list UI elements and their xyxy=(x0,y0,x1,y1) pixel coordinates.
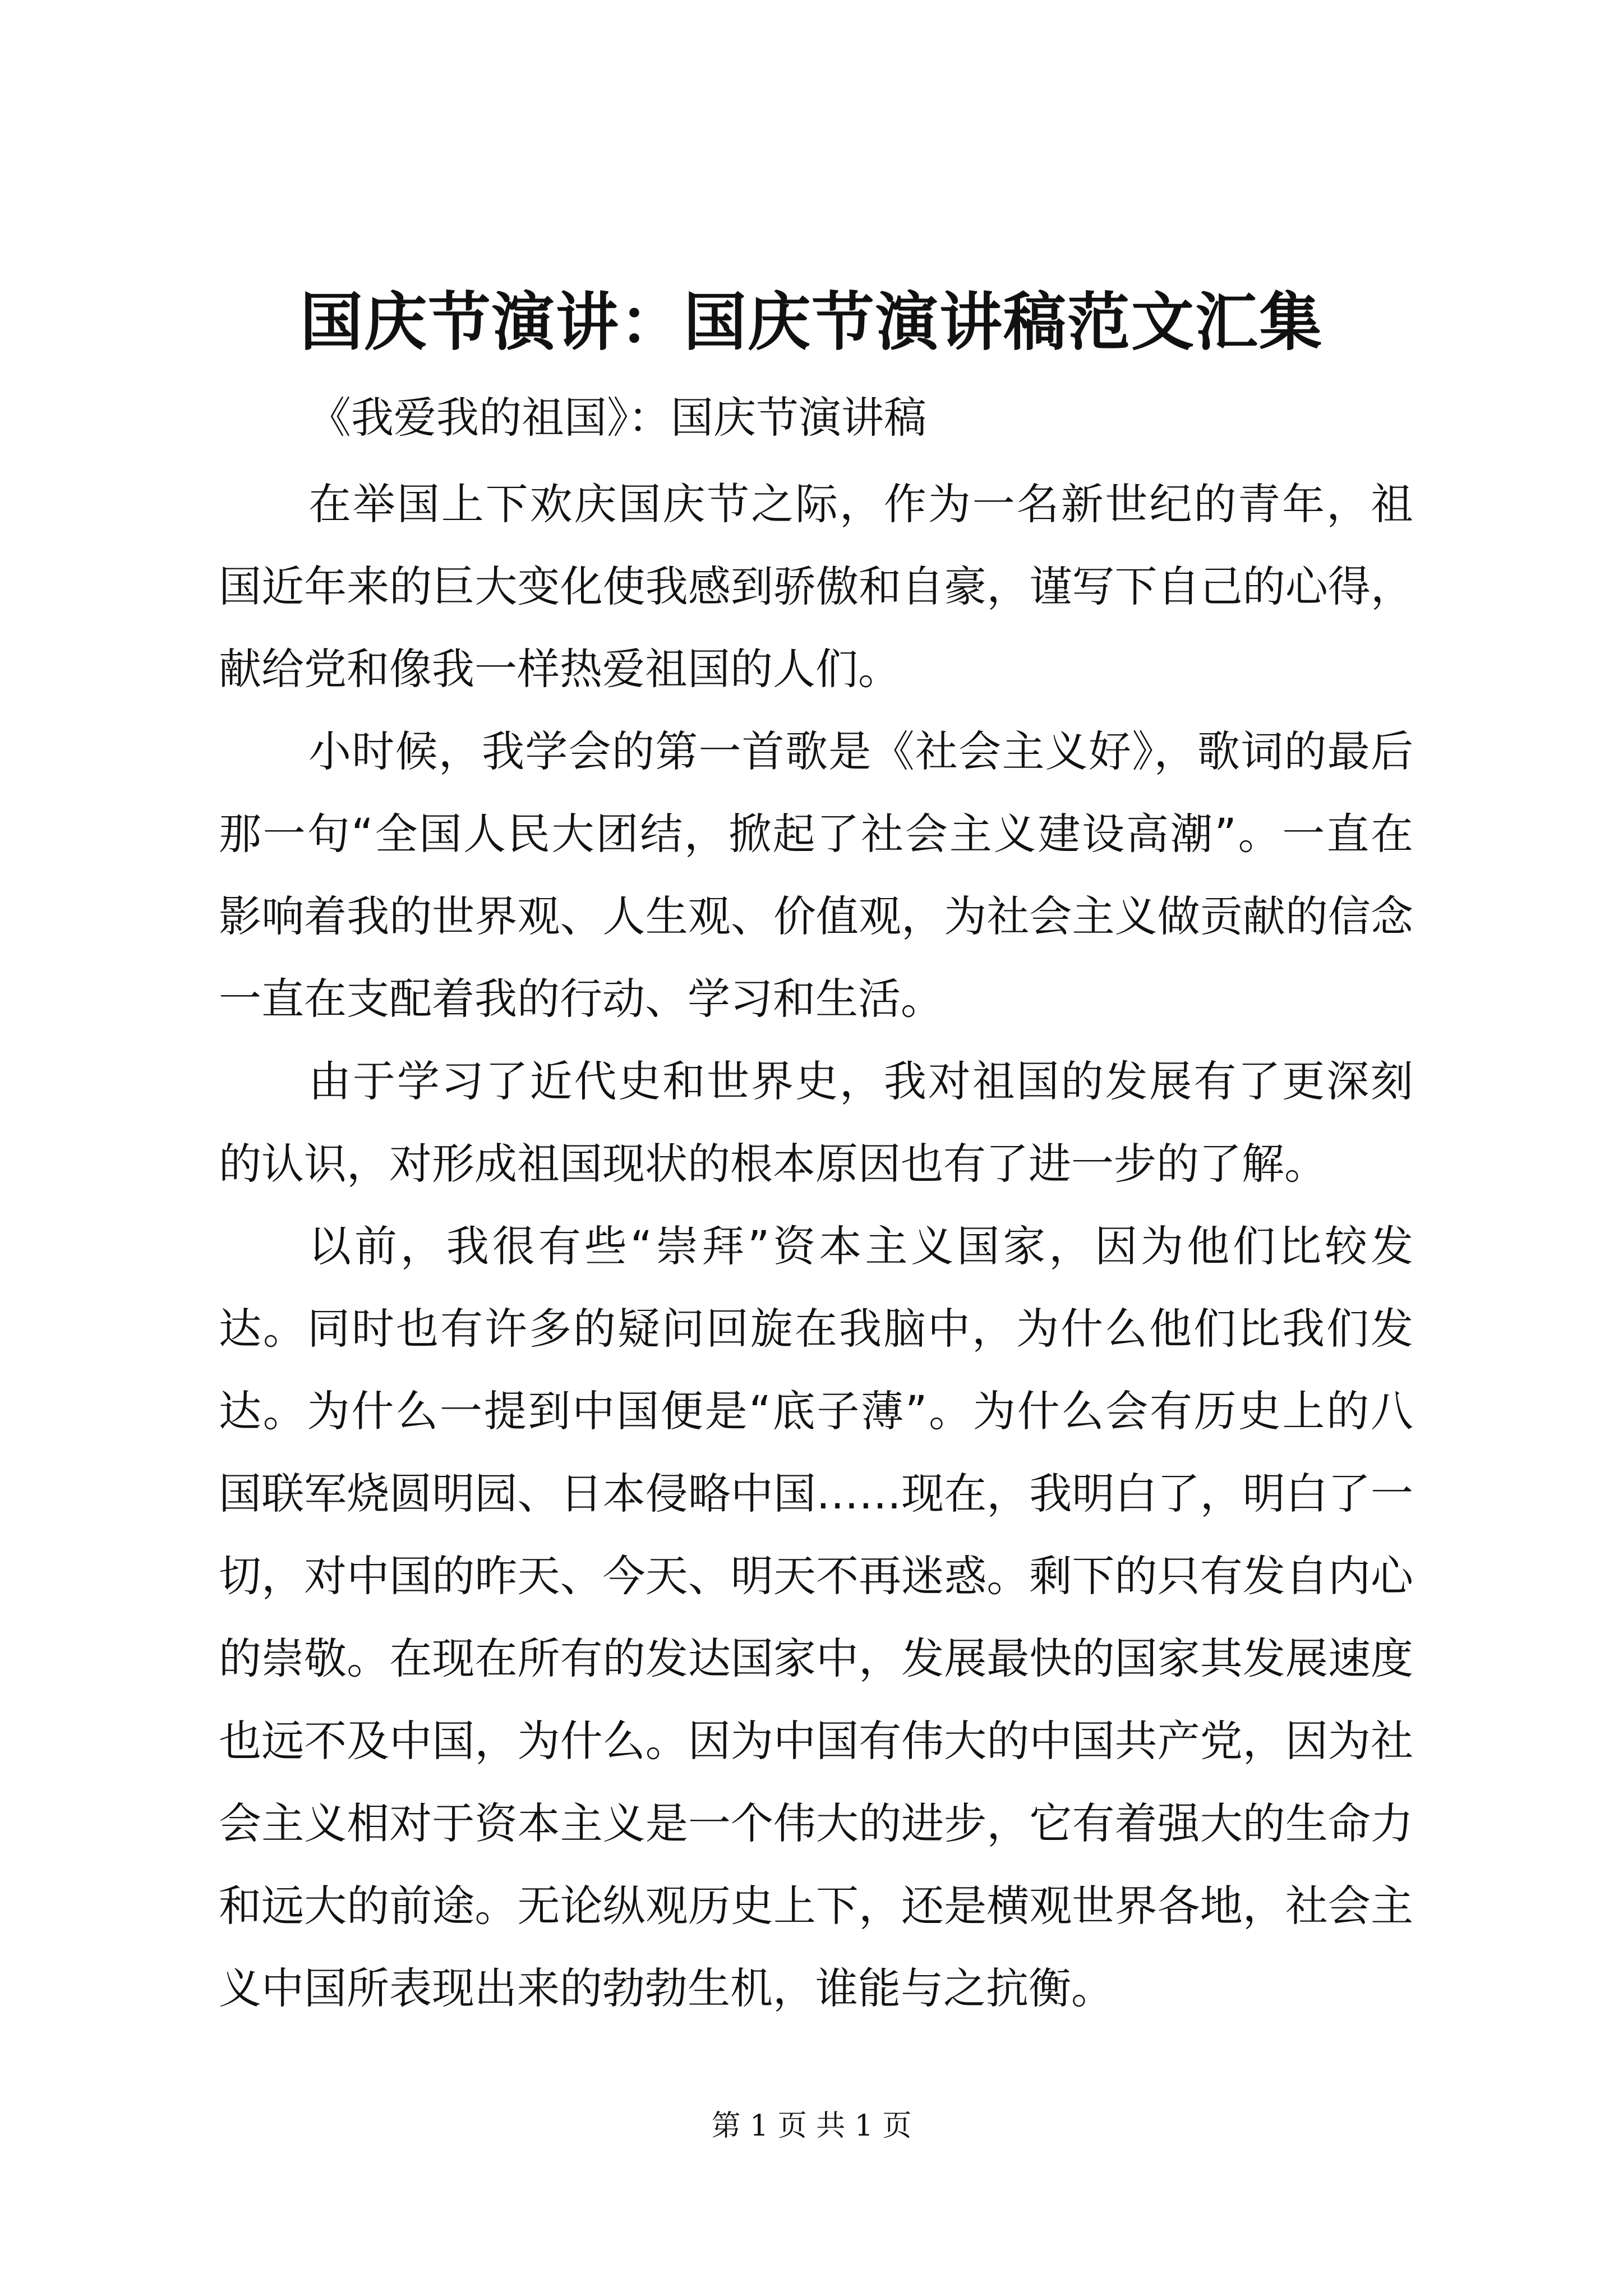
page-footer: 第 1 页 共 1 页 xyxy=(711,2109,912,2143)
paragraph: 在举国上下欢庆国庆节之际，作为一名新世纪的青年，祖国近年来的巨大变化使我感到骄傲和自豪，谨写下自己的心得，献给党和像我一样热爱祖国的人们。 xyxy=(219,479,1413,694)
paragraph: 以前，我很有些“崇拜”资本主义国家，因为他们比较发达。同时也有许多的疑问回旋在我脑中，为什么他们比我们发达。为什么一提到中国便是“底子薄”。为什么会有历史上的八国联军烧圆明园、日本侵略中国……现在，我明白了，明白了一切，对中国的昨天、今天、明天不再迷惑。剩下的只有发自内心的崇敬。在现在所有的发达国家中，发展最快的国家其发展速度也远不及中国，为什么。因为中国有伟大的中国共产党，因为社会主义相对于资本主义是一个伟大的进步，它有着强大的生命力和远大的前途。无论纵观历史上下，还是横观世界各地，社会主义中国所表现出来的勃勃生机，谁能与之抗衡。 xyxy=(219,1221,1413,2013)
paragraph: 小时候，我学会的第一首歌是《社会主义好》，歌词的最后那一句“全国人民大团结，掀起了社会主义建设高潮”。一直在影响着我的世界观、人生观、价值观，为社会主义做贡献的信念一直在支配着我的行动、学习和生活。 xyxy=(219,726,1413,1024)
document-body xyxy=(219,463,1413,2030)
paragraph: 由于学习了近代史和世界史，我对祖国的发展有了更深刻的认识，对形成祖国现状的根本原因也有了进一步的了解。 xyxy=(219,1056,1413,1189)
document-title: 国庆节演讲：国庆节演讲稿范文汇集 xyxy=(300,286,1323,359)
document-subtitle: 《我爱我的祖国》：国庆节演讲稿 xyxy=(308,393,926,443)
